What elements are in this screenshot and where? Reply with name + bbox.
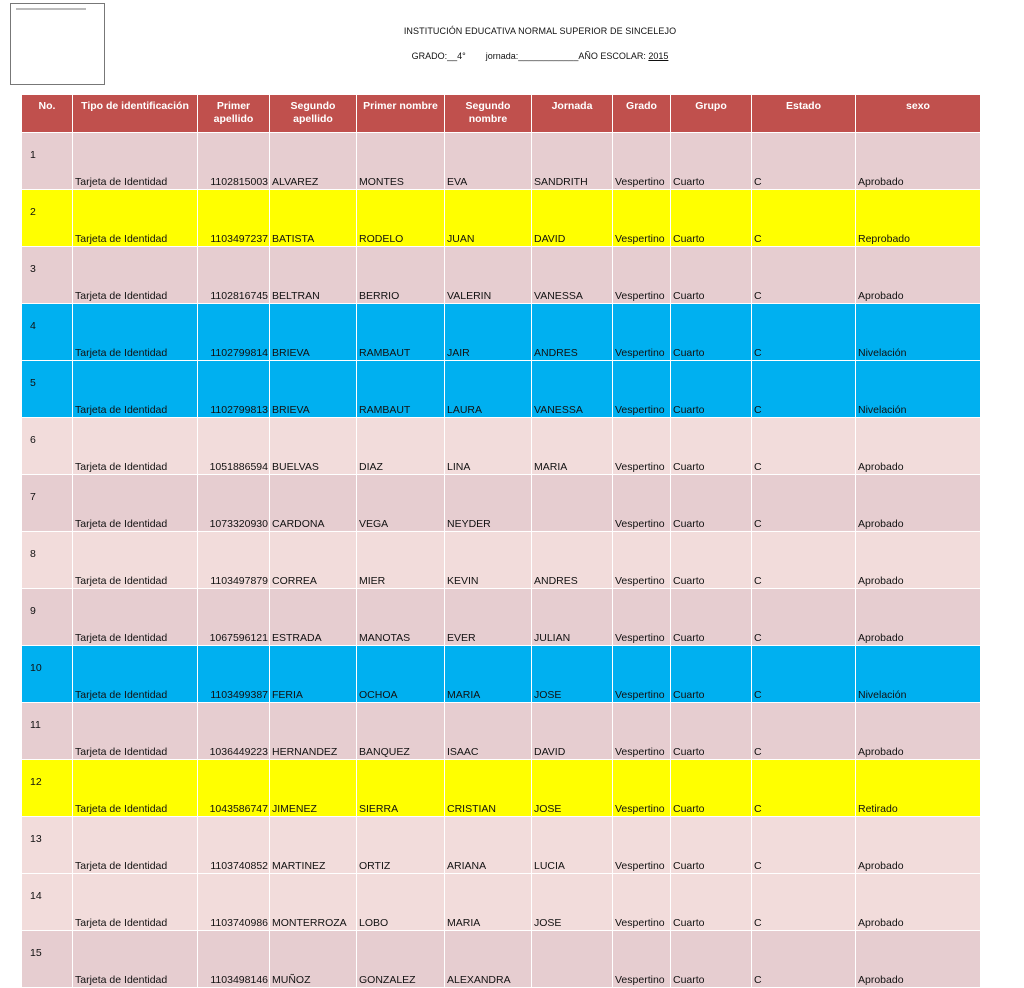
grade-line [330,51,750,61]
cell-primer-nombre: BANQUEZ [357,703,445,760]
cell-tipo: Tarjeta de Identidad [73,703,198,760]
table-row [22,532,981,589]
cell-estado: C [752,703,856,760]
cell-jornada: JOSE [532,646,613,703]
cell-segundo-apellido: JIMENEZ [270,760,357,817]
cell-segundo-nombre: KEVIN [445,532,532,589]
cell-tipo: Tarjeta de Identidad [73,646,198,703]
cell-grupo: Cuarto [671,703,752,760]
cell-segundo-apellido: ESTRADA [270,589,357,646]
col-header-jornada: Jornada [532,95,613,133]
col-header-grado: Grado [613,95,671,133]
cell-segundo-nombre: NEYDER [445,475,532,532]
cell-id: 1043586747 [198,760,270,817]
cell-sexo: Retirado [856,760,981,817]
cell-no: 1 [22,133,73,190]
cell-segundo-apellido: CORREA [270,532,357,589]
col-header-sexo: sexo [856,95,981,133]
table-row [22,361,981,418]
cell-grado: Vespertino [613,133,671,190]
cell-id: 1073320930 [198,475,270,532]
col-header-estado: Estado [752,95,856,133]
cell-primer-nombre: RAMBAUT [357,361,445,418]
cell-no: 8 [22,532,73,589]
cell-id: 1102816745 [198,247,270,304]
cell-segundo-apellido: MONTERROZA [270,874,357,931]
cell-no: 4 [22,304,73,361]
col-header-primer-nombre: Primer nombre [357,95,445,133]
cell-jornada: MARIA [532,418,613,475]
cell-estado: C [752,190,856,247]
cell-primer-nombre: MANOTAS [357,589,445,646]
cell-grupo: Cuarto [671,874,752,931]
cell-sexo: Reprobado [856,190,981,247]
cell-no: 13 [22,817,73,874]
cell-grado: Vespertino [613,703,671,760]
cell-sexo: Aprobado [856,532,981,589]
table-row [22,190,981,247]
cell-id: 1103740986 [198,874,270,931]
cell-grupo: Cuarto [671,475,752,532]
cell-id: 1103499387 [198,646,270,703]
cell-segundo-nombre: CRISTIAN [445,760,532,817]
cell-id: 1103497237 [198,190,270,247]
table-row [22,703,981,760]
cell-sexo: Aprobado [856,475,981,532]
cell-id: 1103740852 [198,817,270,874]
cell-sexo: Nivelación [856,304,981,361]
cell-segundo-apellido: CARDONA [270,475,357,532]
cell-primer-nombre: SIERRA [357,760,445,817]
cell-segundo-nombre: EVER [445,589,532,646]
cell-jornada: SANDRITH [532,133,613,190]
cell-sexo: Aprobado [856,247,981,304]
cell-grupo: Cuarto [671,247,752,304]
institution-title: INSTITUCIÓN EDUCATIVA NORMAL SUPERIOR DE SINCELEJO [403,26,677,36]
school-year: 2015 [648,51,669,61]
cell-grupo: Cuarto [671,304,752,361]
cell-no: 2 [22,190,73,247]
cell-id: 1036449223 [198,703,270,760]
cell-jornada: VANESSA [532,361,613,418]
cell-jornada [532,475,613,532]
cell-id: 1051886594 [198,418,270,475]
table-row [22,304,981,361]
table-row [22,133,981,190]
cell-estado: C [752,760,856,817]
cell-primer-nombre: ORTIZ [357,817,445,874]
cell-id: 1103497879 [198,532,270,589]
cell-jornada: JULIAN [532,589,613,646]
cell-id: 1067596121 [198,589,270,646]
cell-id: 1102799814 [198,304,270,361]
cell-jornada: VANESSA [532,247,613,304]
cell-segundo-apellido: BRIEVA [270,361,357,418]
cell-sexo: Nivelación [856,361,981,418]
cell-estado: C [752,418,856,475]
cell-grado: Vespertino [613,817,671,874]
cell-segundo-nombre: LAURA [445,361,532,418]
col-header-no: No. [22,95,73,133]
students-table [21,94,981,988]
logo-placeholder [10,3,105,85]
cell-segundo-nombre: MARIA [445,646,532,703]
cell-segundo-apellido: FERIA [270,646,357,703]
cell-id: 1102815003 [198,133,270,190]
table-row [22,418,981,475]
cell-id: 1103498146 [198,931,270,988]
table-row [22,874,981,931]
cell-tipo: Tarjeta de Identidad [73,874,198,931]
cell-no: 10 [22,646,73,703]
cell-primer-nombre: VEGA [357,475,445,532]
cell-grado: Vespertino [613,304,671,361]
cell-jornada: JOSE [532,874,613,931]
table-row [22,760,981,817]
cell-no: 7 [22,475,73,532]
cell-tipo: Tarjeta de Identidad [73,589,198,646]
cell-sexo: Aprobado [856,817,981,874]
cell-primer-nombre: RAMBAUT [357,304,445,361]
cell-grado: Vespertino [613,361,671,418]
table-row [22,475,981,532]
cell-segundo-nombre: ISAAC [445,703,532,760]
cell-estado: C [752,589,856,646]
cell-estado: C [752,133,856,190]
cell-grupo: Cuarto [671,133,752,190]
cell-grado: Vespertino [613,646,671,703]
cell-primer-nombre: GONZALEZ [357,931,445,988]
cell-grupo: Cuarto [671,418,752,475]
col-header-segundo-apellido: Segundo apellido [270,95,357,133]
table-row [22,646,981,703]
cell-tipo: Tarjeta de Identidad [73,817,198,874]
cell-estado: C [752,247,856,304]
cell-primer-nombre: MONTES [357,133,445,190]
cell-tipo: Tarjeta de Identidad [73,361,198,418]
cell-grupo: Cuarto [671,817,752,874]
cell-grado: Vespertino [613,418,671,475]
cell-id: 1102799813 [198,361,270,418]
cell-no: 12 [22,760,73,817]
cell-segundo-apellido: MUÑOZ [270,931,357,988]
cell-no: 14 [22,874,73,931]
cell-segundo-nombre: ARIANA [445,817,532,874]
cell-segundo-nombre: VALERIN [445,247,532,304]
cell-segundo-nombre: JUAN [445,190,532,247]
cell-estado: C [752,361,856,418]
cell-grupo: Cuarto [671,361,752,418]
cell-segundo-apellido: ALVAREZ [270,133,357,190]
cell-jornada: DAVID [532,190,613,247]
cell-segundo-apellido: BRIEVA [270,304,357,361]
cell-primer-nombre: LOBO [357,874,445,931]
cell-segundo-nombre: MARIA [445,874,532,931]
cell-jornada: JOSE [532,760,613,817]
grado-label: GRADO:__4° [411,51,466,61]
table-row [22,817,981,874]
cell-primer-nombre: OCHOA [357,646,445,703]
col-header-tipo: Tipo de identificación [73,95,198,133]
cell-grado: Vespertino [613,190,671,247]
cell-estado: C [752,931,856,988]
cell-jornada: LUCIA [532,817,613,874]
cell-grado: Vespertino [613,874,671,931]
cell-segundo-apellido: BATISTA [270,190,357,247]
cell-sexo: Aprobado [856,874,981,931]
cell-grado: Vespertino [613,475,671,532]
cell-no: 9 [22,589,73,646]
cell-tipo: Tarjeta de Identidad [73,418,198,475]
cell-grado: Vespertino [613,589,671,646]
cell-grado: Vespertino [613,532,671,589]
table-row [22,589,981,646]
col-header-segundo-nombre: Segundo nombre [445,95,532,133]
cell-sexo: Aprobado [856,418,981,475]
cell-primer-nombre: DIAZ [357,418,445,475]
cell-tipo: Tarjeta de Identidad [73,760,198,817]
cell-no: 3 [22,247,73,304]
jornada-label: jornada:____________AÑO ESCOLAR: [485,51,646,61]
cell-grupo: Cuarto [671,589,752,646]
cell-grupo: Cuarto [671,931,752,988]
cell-segundo-apellido: BUELVAS [270,418,357,475]
cell-no: 15 [22,931,73,988]
cell-sexo: Aprobado [856,133,981,190]
cell-segundo-nombre: LINA [445,418,532,475]
cell-primer-nombre: RODELO [357,190,445,247]
cell-sexo: Aprobado [856,589,981,646]
cell-estado: C [752,532,856,589]
cell-estado: C [752,874,856,931]
cell-grupo: Cuarto [671,646,752,703]
cell-no: 5 [22,361,73,418]
cell-primer-nombre: MIER [357,532,445,589]
cell-tipo: Tarjeta de Identidad [73,304,198,361]
table-row [22,247,981,304]
cell-estado: C [752,646,856,703]
col-header-primer-apellido: Primer apellido [198,95,270,133]
cell-grupo: Cuarto [671,532,752,589]
cell-tipo: Tarjeta de Identidad [73,247,198,304]
cell-segundo-nombre: ALEXANDRA [445,931,532,988]
cell-jornada [532,931,613,988]
cell-grupo: Cuarto [671,190,752,247]
cell-jornada: ANDRES [532,532,613,589]
cell-grado: Vespertino [613,247,671,304]
cell-no: 6 [22,418,73,475]
cell-segundo-nombre: EVA [445,133,532,190]
cell-segundo-apellido: BELTRAN [270,247,357,304]
cell-primer-nombre: BERRIO [357,247,445,304]
cell-tipo: Tarjeta de Identidad [73,190,198,247]
col-header-grupo: Grupo [671,95,752,133]
cell-segundo-apellido: MARTINEZ [270,817,357,874]
cell-grado: Vespertino [613,760,671,817]
cell-sexo: Aprobado [856,931,981,988]
cell-grupo: Cuarto [671,760,752,817]
cell-tipo: Tarjeta de Identidad [73,475,198,532]
cell-grado: Vespertino [613,931,671,988]
cell-sexo: Aprobado [856,703,981,760]
cell-estado: C [752,304,856,361]
cell-tipo: Tarjeta de Identidad [73,133,198,190]
cell-tipo: Tarjeta de Identidad [73,532,198,589]
cell-segundo-apellido: HERNANDEZ [270,703,357,760]
cell-estado: C [752,475,856,532]
cell-jornada: DAVID [532,703,613,760]
cell-tipo: Tarjeta de Identidad [73,931,198,988]
logo-fine-print [16,8,86,10]
cell-segundo-nombre: JAIR [445,304,532,361]
table-row [22,931,981,988]
cell-no: 11 [22,703,73,760]
cell-estado: C [752,817,856,874]
table-header-row [22,95,981,133]
cell-jornada: ANDRES [532,304,613,361]
cell-sexo: Nivelación [856,646,981,703]
